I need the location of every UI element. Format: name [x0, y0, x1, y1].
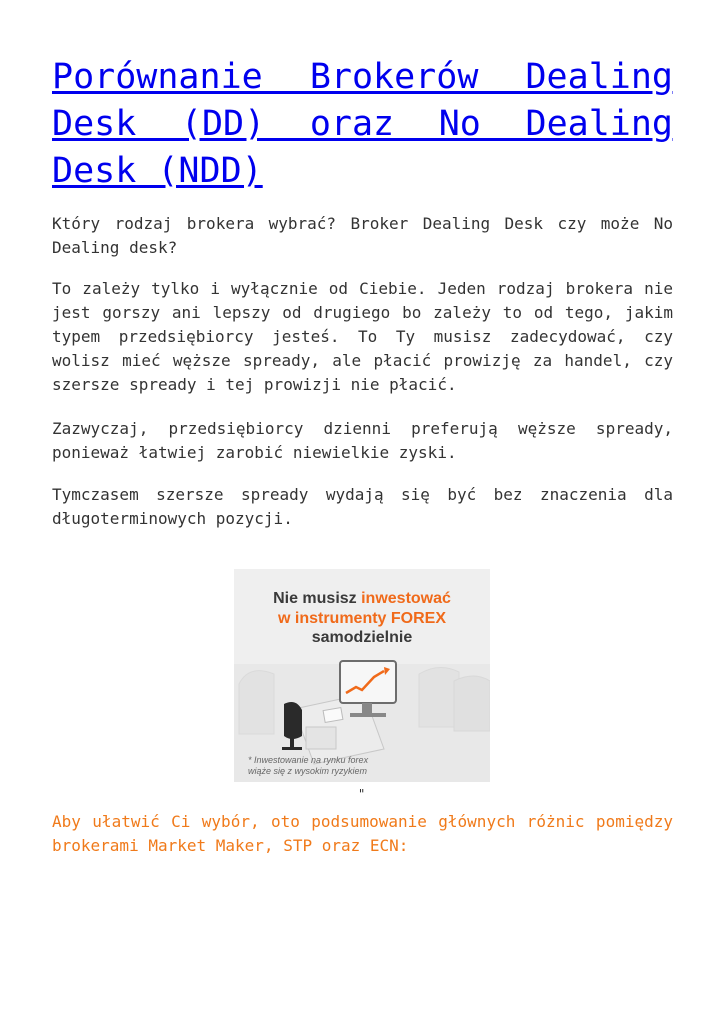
ad-risk-note-line2: wiąże się z wysokim ryzykiem — [248, 766, 368, 776]
ad-headline-line1 — [234, 589, 490, 609]
paragraph-1: Który rodzaj brokera wybrać? Broker Dealing Desk czy może No Dealing desk? — [52, 214, 673, 257]
paragraph-2: To zależy tylko i wyłącznie od Ciebie. Jeden rodzaj brokera nie jest gorszy ani lepszy od drugiego bo zależy to od tego, jakim typem przedsiębiorcy jesteś. To Ty musisz zadecydować, czy wolisz mieć węższe spready, ale płacić prowizję za handel, czy szersze spready i tej prowizji nie płacić. — [52, 279, 673, 394]
ad-headline-line2: w instrumenty FOREX — [277, 610, 447, 627]
ad-risk-note — [248, 755, 368, 777]
summary-paragraph: Aby ułatwić Ci wybór, oto podsumowanie głównych różnic pomiędzy brokerami Market Maker, STP oraz ECN: — [52, 812, 673, 855]
forex-ad-banner[interactable] — [234, 569, 490, 782]
title-link[interactable]: Porównanie Brokerów Dealing Desk (DD) oraz No Dealing Desk (NDD) — [52, 57, 673, 191]
ad-risk-note-line1: * Inwestowanie na rynku forex — [248, 755, 369, 765]
quote-mark: " — [358, 787, 366, 801]
paragraph-3: Zazwyczaj, przedsiębiorcy dzienni preferują węższe spready, ponieważ łatwiej zarobić niewielkie zyski. — [52, 419, 673, 462]
ad-headline-line3: samodzielnie — [311, 629, 413, 646]
ad-headline-highlight: inwestować — [361, 590, 451, 607]
page-title — [52, 54, 673, 195]
paragraph-4: Tymczasem szersze spready wydają się być bez znaczenia dla długoterminowych pozycji. — [52, 485, 673, 528]
ad-headline-prefix: Nie musisz — [273, 590, 362, 607]
